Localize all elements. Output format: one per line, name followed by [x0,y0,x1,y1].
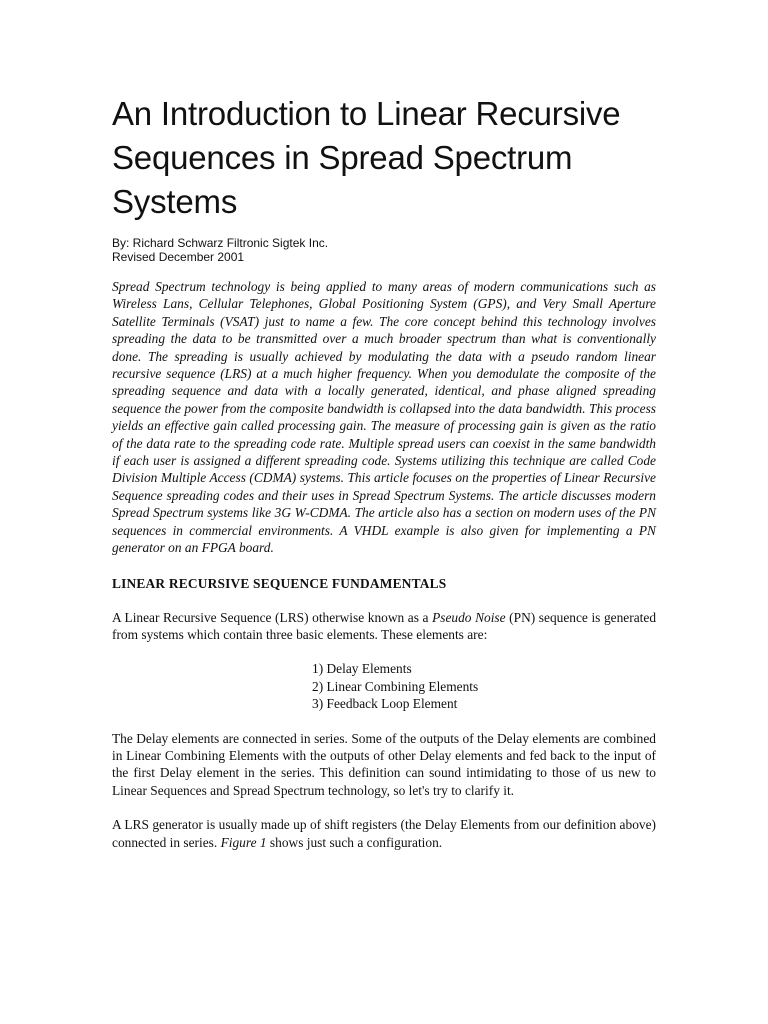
intro-text-start: A Linear Recursive Sequence (LRS) otherwise known as a [112,609,433,625]
elements-list [112,660,656,712]
lrs-text-start: A LRS generator is usually made up of shift registers (the Delay Elements from our definition above) connected in series. [112,817,656,850]
document-title: An Introduction to Linear Recursive Sequences in Spread Spectrum Systems [112,95,621,220]
intro-paragraph [112,609,656,644]
figure-reference: Figure 1 [220,834,267,850]
lrs-generator-paragraph [112,816,656,851]
abstract-paragraph: Spread Spectrum technology is being applied to many areas of modern communications such as Wireless Lans, Cellular Telephones, Global Positioning System (GPS), and Very Small Aperture Satellite Terminals (VSAT) just to name a few. The core concept behind this technology involves spreading the data to be transmitted over a much broader spectrum than what is conventionally done. The spreading is usually achieved by modulating the data with a pseudo random linear recursive sequence (LRS) at a much higher frequency. When you demodulate the composite of the spreading sequence and data with a locally generated, identical, and phase aligned spreading sequence the power from the composite bandwidth is collapsed into the data bandwidth. This process yields an effective gain called processing gain. The measure of processing gain is given as the ratio of the data rate to the spreading code rate. Multiple spread users can coexist in the same bandwidth if each user is assigned a different spreading code. Systems utilizing this technique are called Code Division Multiple Access (CDMA) systems. This article focuses on the properties of Linear Recursive Sequence spreading codes and their uses in Spread Spectrum Systems. The article discusses modern Spread Spectrum systems like 3G W-CDMA. The article also has a section on modern uses of the PN sequences in commercial environments. A VHDL example is also given for implementing a PN generator on an FPGA board. [112,279,656,556]
lrs-text-end: shows just such a configuration. [266,834,443,850]
document-page [112,92,656,864]
list-item: 2) Linear Combining Elements [312,678,479,694]
byline [112,236,656,264]
section-heading: LINEAR RECURSIVE SEQUENCE FUNDAMENTALS [112,575,447,591]
pseudo-noise-term: Pseudo Noise [432,609,506,625]
list-item: 3) Feedback Loop Element [312,696,458,712]
intro-text-end: (PN) sequence is generated from systems which contain three basic elements. These elements are: [112,609,657,642]
delay-elements-paragraph: The Delay elements are connected in series. Some of the outputs of the Delay elements are combined in Linear Combining Elements with the outputs of other Delay elements and fed back to the input of the first Delay element in the series. This definition can sound intimidating to those of us new to Linear Sequences and Spread Spectrum technology, so let's try to clarify it. [112,730,656,798]
author-line: By: Richard Schwarz Filtronic Sigtek Inc. [112,236,329,250]
list-item: 1) Delay Elements [312,661,412,677]
revision-date: Revised December 2001 [112,250,245,264]
